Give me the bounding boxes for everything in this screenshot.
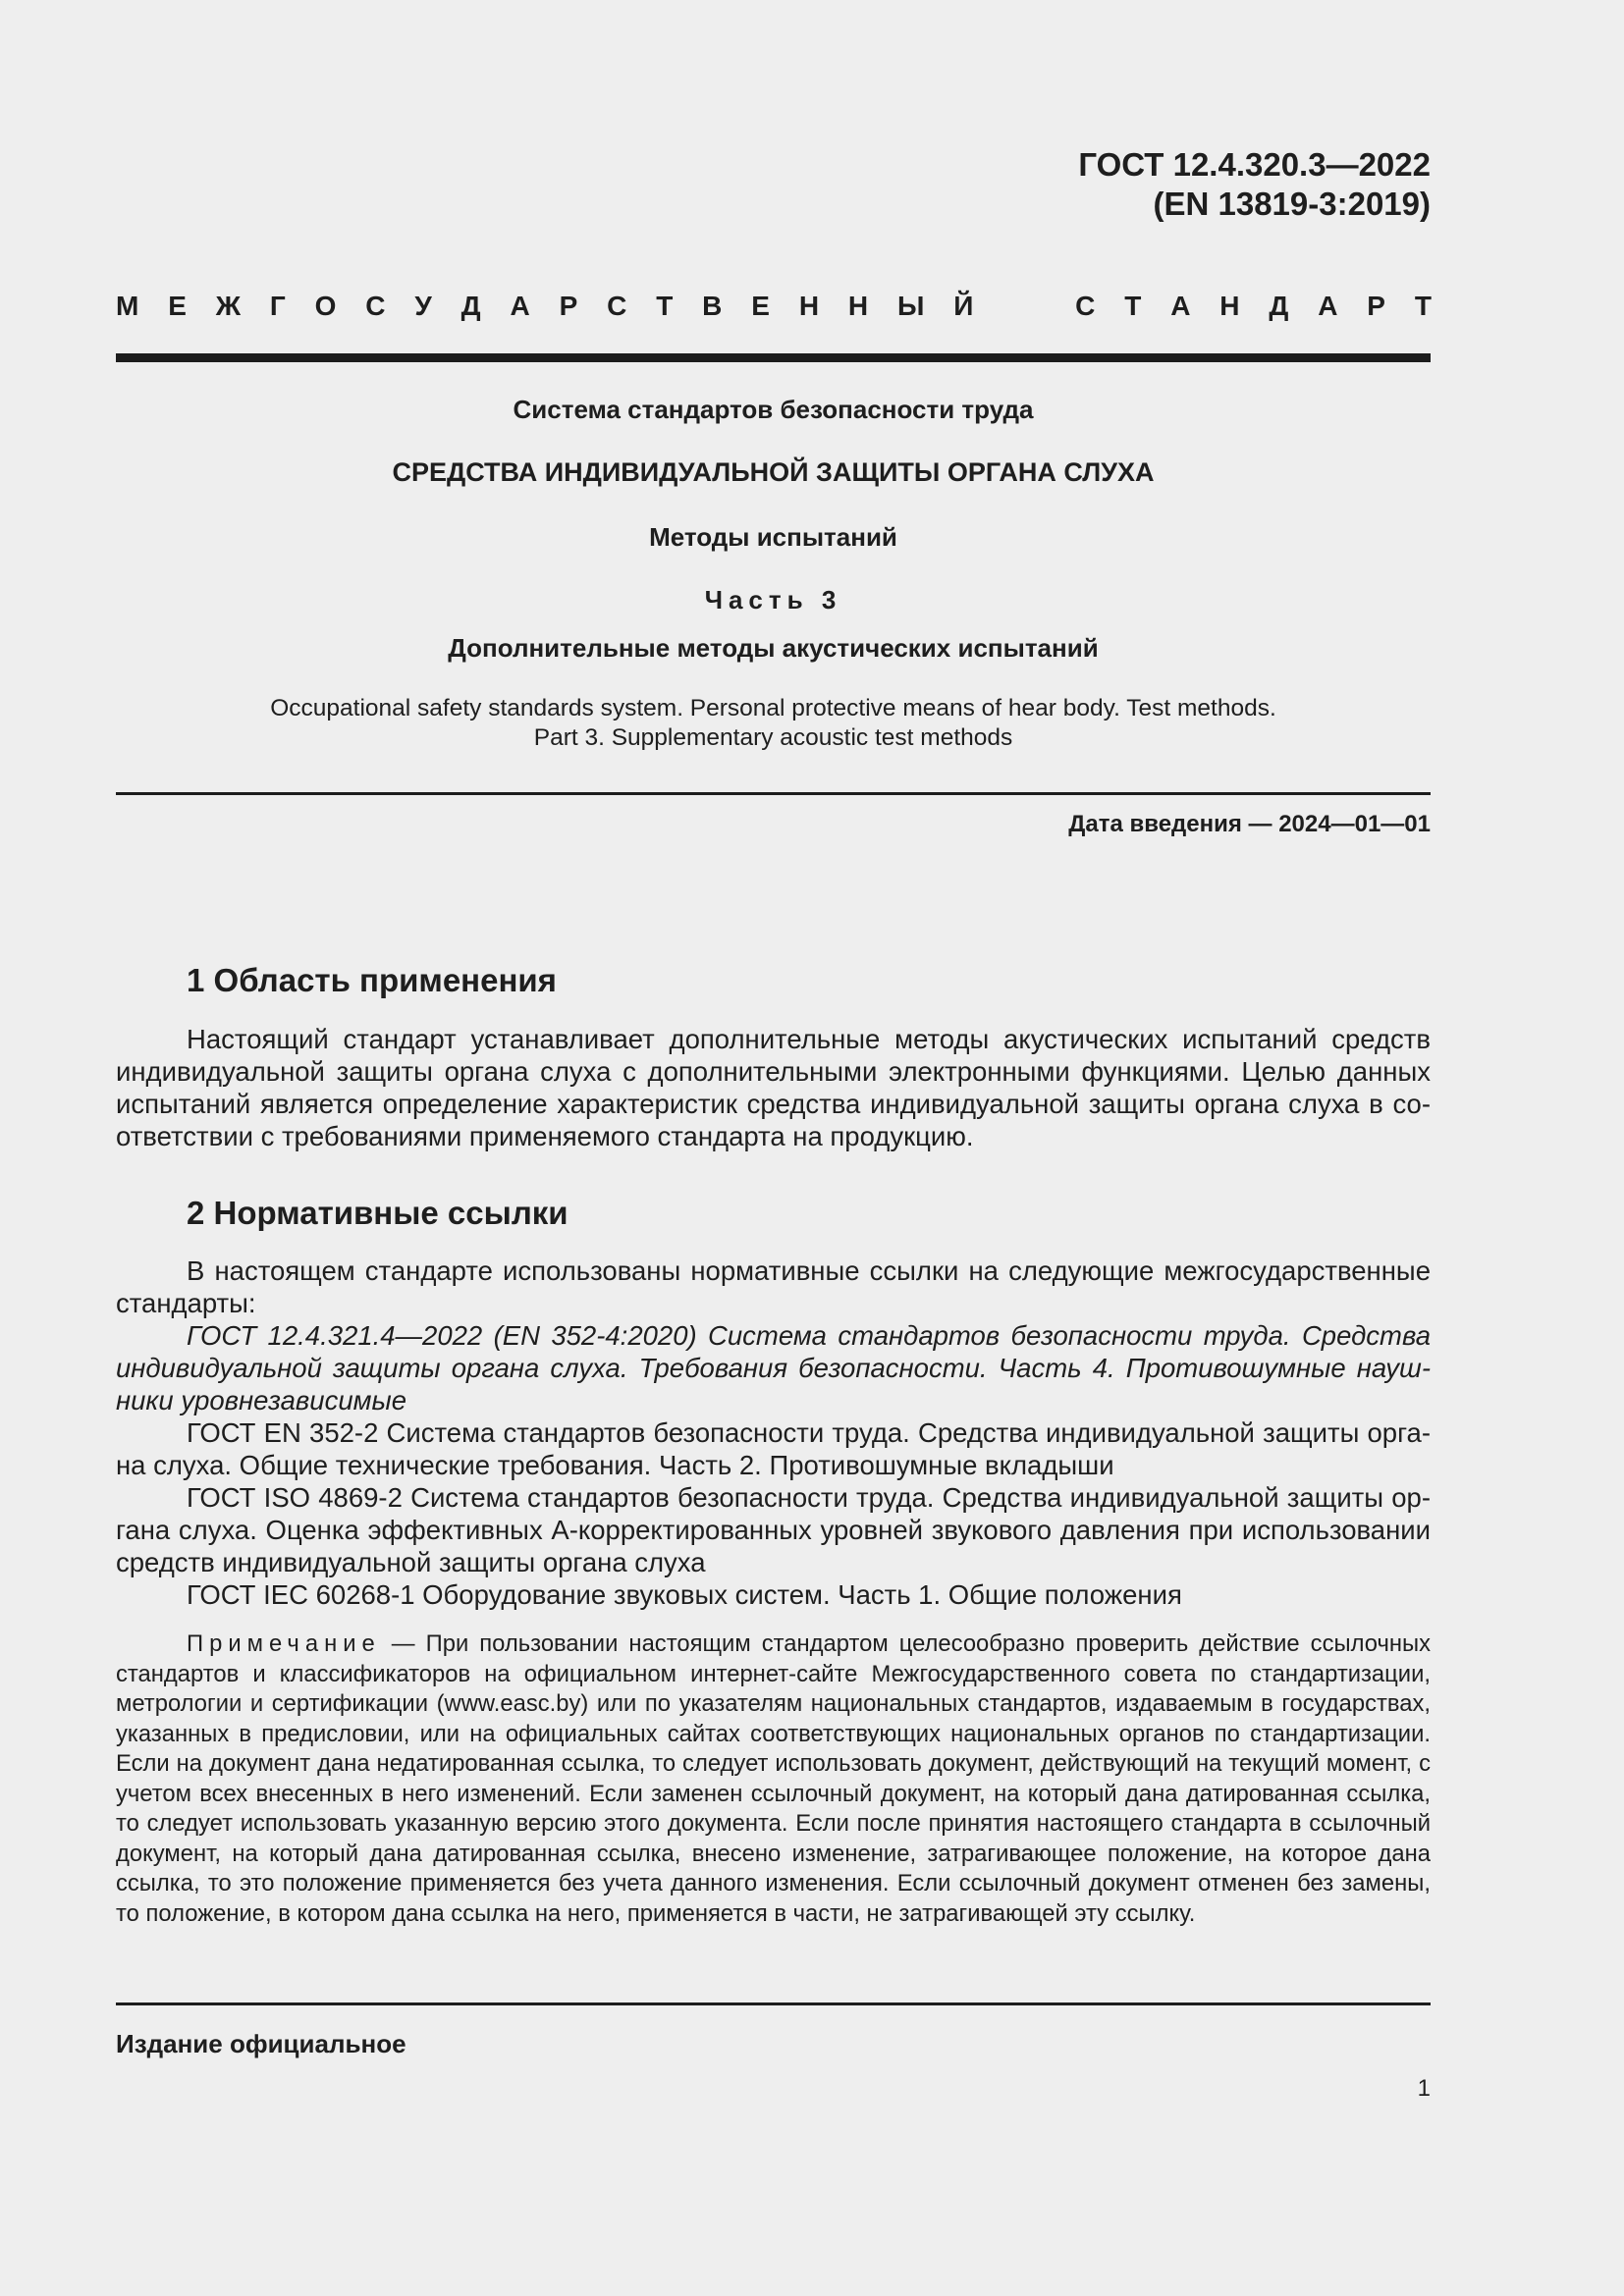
banner-word-gap [1002,291,1046,322]
part-title: Дополнительные методы акустических испытаний [448,633,1099,663]
banner-letter: Н [798,291,820,321]
banner-letter: Т [1414,291,1432,321]
section-2-intro: В настоящем стандарте использованы нормативные ссылки на следующие межгосударственные стандарты: [116,1255,1431,1318]
banner-letter: Ы [897,291,925,321]
banner-letter: Н [1219,291,1240,321]
banner-letter: Ж [215,291,242,321]
english-title-line-1: Occupational safety standards system. Personal protective means of hear body. Test methods. [270,695,1276,721]
banner-letter: Р [559,291,578,321]
english-title-line-2: Part 3. Supplementary acoustic test methods [533,724,1013,751]
banner-letter: Е [168,291,187,321]
interstate-standard-banner [116,291,1432,322]
section-1-paragraph: Настоящий стандарт устанавливает дополнительные методы акустических испытаний средств индивидуальной защиты органа слуха с дополнительными электронными функциями. Целью данных испытаний является определение характеристик средства индивидуальной защиты органа слуха в соответствии с требованиями применяемого стандарта на продукцию. [116,1024,1431,1151]
banner-letter: С [1075,291,1096,321]
banner-letter: В [702,291,723,321]
footer-rule [116,2002,1431,2005]
official-edition-label: Издание официальное [116,2029,406,2058]
introduction-date: Дата введения — 2024—01—01 [1068,811,1431,837]
note-paragraph [116,1629,1431,1929]
note-label: Примечание [187,1630,381,1657]
banner-letter: М [116,291,139,321]
banner-letter: С [607,291,627,321]
section-2-heading: 2 Нормативные ссылки [187,1195,568,1231]
note-text: — При пользовании настоящим стандартом целесообразно проверить действие ссылочных стандартов и классификаторов на официальном интернет-сайте Межгосударственного совета по стандартизации, метрологии и сертификации (www.easc.by) или по указателям национальных стандартов, издаваемым в государствах, указанных в предисловии, или на официальных сайтах соответствующих национальных органов по стандартизации. Если на документ дана недатированная ссылка, то следует использовать документ, действующий на текущий момент, с учетом всех внесенных в него изменений. Если заменен ссылочный документ, на который дана датированная ссылка, то следует использовать указанную версию этого документа. Если после принятия настоящего стандарта в ссылочный документ, на который дана датированная ссылка, внесено изменение, затрагивающее положение, на которое дана ссылка, то это положение применяется без учета данного изменения. Если ссылочный документ отменен без замены, то положение, в котором дана ссылка на него, применяется в части, не затрагивающей эту ссылку. [116,1630,1431,1927]
main-title: СРЕДСТВА ИНДИВИДУАЛЬНОЙ ЗАЩИТЫ ОРГАНА СЛУХА [392,457,1155,487]
part-number: Часть 3 [704,585,842,614]
banner-letter: А [510,291,530,321]
banner-letter: Й [953,291,974,321]
banner-letter: Т [656,291,674,321]
reference-item: ГОСТ ISO 4869-2 Система стандартов безопасности труда. Средства индивидуальной защиты органа слуха. Оценка эффективных А-корректированных уровней звукового давления при использовании средств индивидуальной защиты органа слуха [116,1482,1431,1577]
title-bottom-rule [116,792,1431,795]
banner-letter: О [314,291,337,321]
banner-letter: А [1170,291,1191,321]
standard-designation [1078,145,1431,224]
banner-letter: Н [847,291,869,321]
banner-letter: А [1318,291,1338,321]
section-2-body [116,1255,1431,1611]
designation-line-2: (EN 13819-3:2019) [1153,186,1431,222]
banner-letter: Г [269,291,286,321]
section-1-heading: 1 Область применения [187,962,557,998]
reference-item: ГОСТ IEC 60268-1 Оборудование звуковых систем. Часть 1. Общие положения [187,1579,1182,1610]
methods-title: Методы испытаний [649,522,897,552]
reference-item: ГОСТ EN 352-2 Система стандартов безопасности труда. Средства индивидуальной защиты органа слуха. Общие технические требования. Часть 2. Противошумные вкладыши [116,1417,1431,1480]
reference-item: ГОСТ 12.4.321.4—2022 (EN 352-4:2020) Система стандартов безопасности труда. Средства индивидуальной защиты органа слуха. Требования безопасности. Часть 4. Противошумные наушники уровнезависимые [116,1320,1431,1415]
banner-letter: Д [460,291,481,321]
banner-letter: Е [751,291,770,321]
header-thick-rule [116,353,1431,362]
banner-letter: С [365,291,386,321]
designation-line-1: ГОСТ 12.4.320.3—2022 [1078,146,1431,183]
banner-letter: Р [1367,291,1385,321]
system-title: Система стандартов безопасности труда [513,395,1034,424]
banner-letter: Т [1124,291,1142,321]
banner-letter: Д [1269,291,1289,321]
banner-letter: У [414,291,432,321]
page-number: 1 [1417,2075,1431,2102]
